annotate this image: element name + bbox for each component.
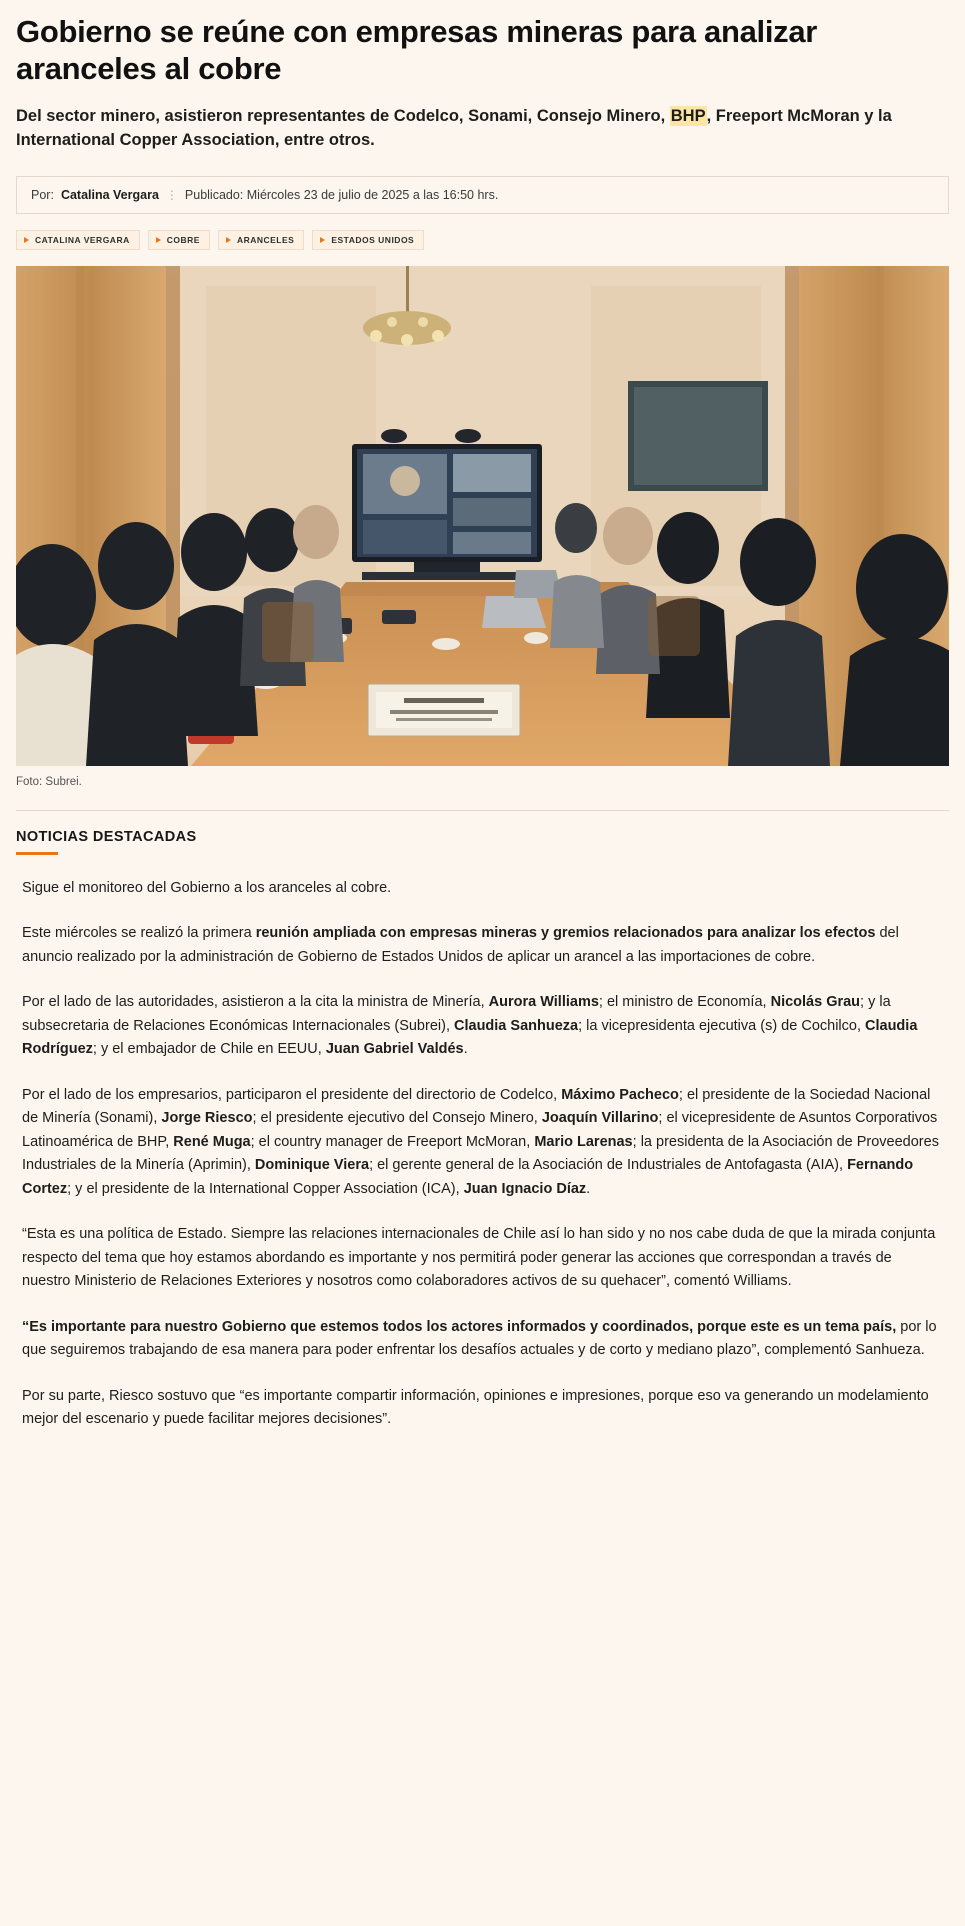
- paragraph-text: Por el lado de los empresarios, participaron el presidente del directorio de Codelco,: [22, 1086, 562, 1103]
- paragraph-text: .: [586, 1180, 591, 1197]
- caret-right-icon: [24, 237, 29, 243]
- photo-caption: Foto: Subrei.: [16, 776, 82, 788]
- tag-label: CATALINA VERGARA: [35, 235, 130, 245]
- paragraph-text: ; el vicepresidente de Asuntos Corporativos Latinoamérica de BHP,: [22, 1110, 938, 1150]
- paragraph-emphasis: Aurora Williams: [488, 994, 599, 1011]
- tag-label: COBRE: [166, 235, 200, 245]
- paragraph-text: del anuncio realizado por la administración de Gobierno de Estados Unidos de aplicar un arancel a las importaciones de cobre.: [22, 925, 899, 965]
- tag-list: [16, 230, 949, 250]
- article-body: [16, 877, 949, 1432]
- caret-right-icon: [320, 237, 325, 243]
- paragraph-text: ; el presidente de la Sociedad Nacional de Minería (Sonami),: [22, 1086, 931, 1127]
- section-title: NOTICIAS DESTACADAS: [16, 829, 197, 845]
- paragraph-text: ; el gerente general de la Asociación de Industriales de Antofagasta (AIA),: [369, 1157, 848, 1174]
- paragraph-emphasis: Máximo Pacheco: [561, 1086, 679, 1103]
- byline: [16, 176, 949, 214]
- paragraph-emphasis: Claudia Sanhueza: [454, 1017, 579, 1034]
- paragraph-emphasis: Jorge Riesco: [161, 1110, 253, 1127]
- article-paragraph: [22, 1084, 943, 1201]
- paragraph-text: ; el country manager de Freeport McMoran,: [250, 1133, 535, 1150]
- tag-chip[interactable]: [16, 230, 140, 250]
- tag-chip[interactable]: [148, 230, 210, 250]
- article-page: [0, 14, 965, 1456]
- paragraph-text: Este miércoles se realizó la primera: [22, 925, 256, 942]
- subhead-highlight: BHP: [670, 107, 706, 126]
- subhead-text-post: , Freeport McMoran y la International Copper Association, entre otros.: [16, 107, 892, 149]
- paragraph-emphasis: Dominique Viera: [254, 1157, 370, 1174]
- paragraph-text: ; la vicepresidenta ejecutiva (s) de Cochilco,: [578, 1017, 866, 1034]
- paragraph-text: Por el lado de las autoridades, asistieron a la cita la ministra de Minería,: [22, 994, 489, 1011]
- paragraph-text: ; el ministro de Economía,: [598, 994, 771, 1011]
- section-divider: [16, 810, 949, 811]
- byline-separator: ⋮: [165, 188, 178, 202]
- paragraph-emphasis: Juan Ignacio Díaz: [463, 1180, 587, 1197]
- article-paragraph: [22, 1385, 943, 1432]
- paragraph-emphasis: reunión ampliada con empresas mineras y gremios relacionados para analizar los efectos: [255, 925, 876, 942]
- paragraph-text: .: [463, 1041, 468, 1058]
- subhead-text-pre: Del sector minero, asistieron representantes de Codelco, Sonami, Consejo Minero,: [16, 107, 670, 126]
- byline-author[interactable]: Catalina Vergara: [60, 188, 159, 202]
- article-paragraph: [22, 877, 943, 900]
- paragraph-text: ; y el presidente de la International Copper Association (ICA),: [67, 1180, 464, 1197]
- paragraph-emphasis: Fernando Cortez: [22, 1157, 914, 1197]
- paragraph-emphasis: Mario Larenas: [534, 1133, 633, 1150]
- tag-chip[interactable]: [312, 230, 424, 250]
- paragraph-emphasis: Claudia Rodríguez: [22, 1017, 918, 1058]
- paragraph-emphasis: Joaquín Villarino: [541, 1110, 659, 1127]
- paragraph-emphasis: Nicolás Grau: [770, 994, 861, 1011]
- paragraph-text: “Esta es una política de Estado. Siempre las relaciones internacionales de Chile así lo han sido y no nos cabe duda de que la mirada conjunta respecto del tema que hoy estamos abordando es importante y nos permitirá poder generar las acciones que correspondan a través de nuestro Ministerio de Relaciones Exteriores y nosotros como colaboradores activos de su quehacer”, comentó Williams.: [22, 1226, 936, 1290]
- paragraph-emphasis: “Es importante para nuestro Gobierno que estemos todos los actores informados y coordinados, porque este es un tema país,: [22, 1318, 897, 1335]
- page-title: Gobierno se reúne con empresas mineras para analizar aranceles al cobre: [16, 14, 818, 86]
- article-photo: [16, 266, 949, 766]
- tag-label: ESTADOS UNIDOS: [331, 235, 415, 245]
- article-paragraph: [22, 1316, 943, 1363]
- caret-right-icon: [156, 237, 161, 243]
- article-paragraph: [22, 991, 943, 1061]
- byline-label: Por:: [31, 188, 54, 202]
- section-accent-rule: [16, 852, 58, 855]
- paragraph-text: ; la presidenta de la Asociación de Proveedores Industriales de la Minería (Aprimin),: [22, 1133, 939, 1174]
- paragraph-text: Sigue el monitoreo del Gobierno a los aranceles al cobre.: [22, 880, 392, 896]
- paragraph-emphasis: Juan Gabriel Valdés: [325, 1041, 464, 1058]
- publish-date: Publicado: Miércoles 23 de julio de 2025 a las 16:50 hrs.: [184, 188, 499, 202]
- tag-chip[interactable]: [218, 230, 304, 250]
- article-paragraph: [22, 922, 943, 969]
- paragraph-text: ; el presidente ejecutivo del Consejo Minero,: [252, 1110, 542, 1127]
- paragraph-text: Por su parte, Riesco sostuvo que “es importante compartir información, opiniones e impresiones, porque eso va generando un modelamiento mejor del escenario y puede facilitar mejores decisiones”.: [22, 1387, 929, 1428]
- article-subhead: [16, 105, 949, 152]
- paragraph-text: ; y el embajador de Chile en EEUU,: [92, 1041, 326, 1058]
- paragraph-emphasis: René Muga: [173, 1133, 251, 1150]
- paragraph-text: por lo que seguiremos trabajando de esa manera para poder enfrentar los desafíos actuales y de corto y mediano plazo”, complementó Sanhueza.: [22, 1318, 937, 1359]
- caret-right-icon: [226, 237, 231, 243]
- tag-label: ARANCELES: [236, 235, 295, 245]
- paragraph-text: ; y la subsecretaria de Relaciones Económicas Internacionales (Subrei),: [22, 994, 891, 1034]
- article-figure: [16, 266, 949, 788]
- article-paragraph: [22, 1223, 943, 1293]
